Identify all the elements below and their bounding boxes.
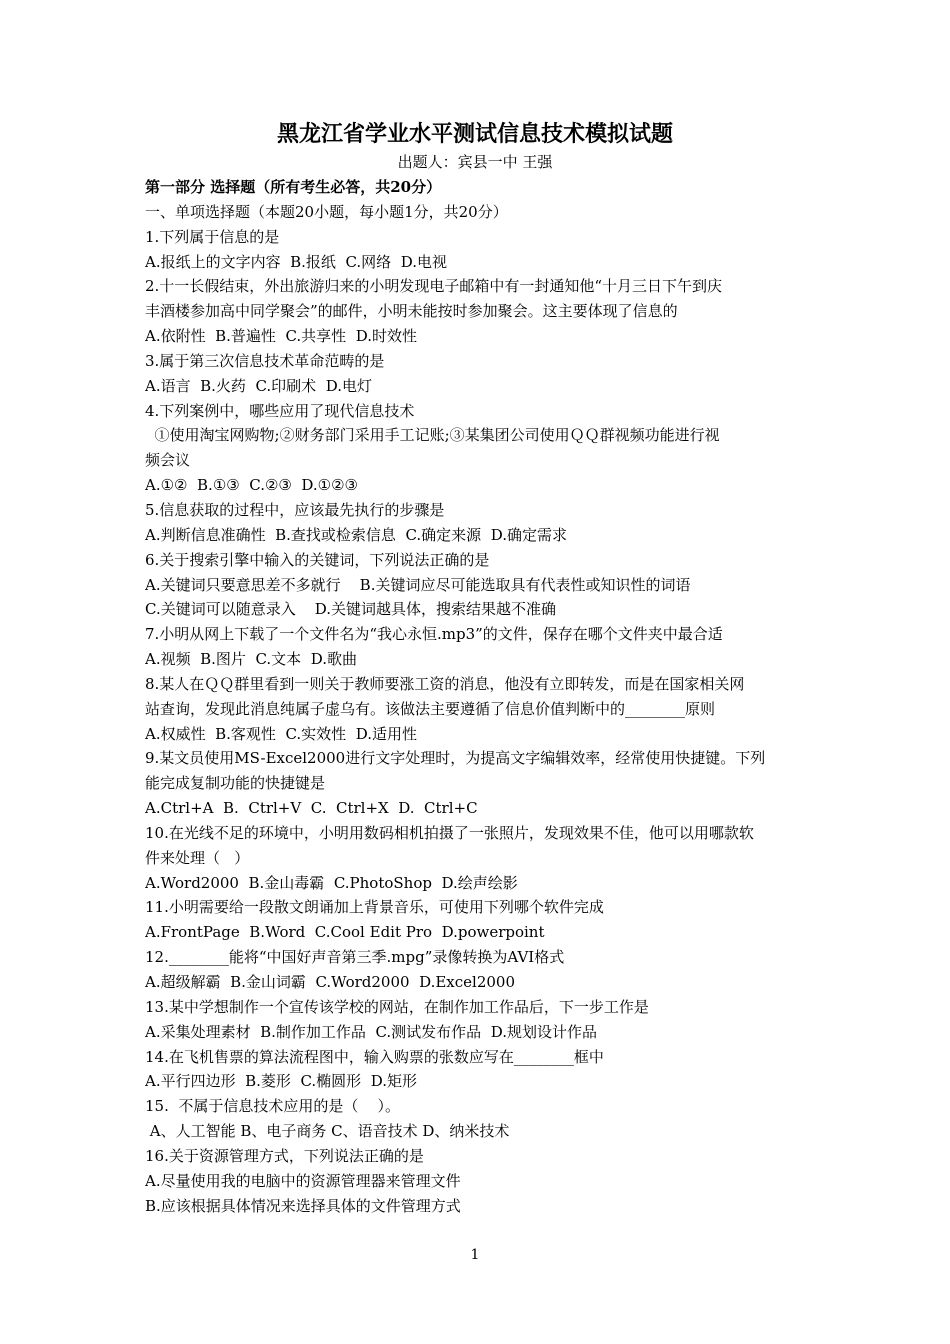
text-line: A、人工智能 B、电子商务 C、语音技术 D、纳米技术 bbox=[145, 1122, 510, 1141]
text-line: A.报纸上的文字内容 B.报纸 C.网络 D.电视 bbox=[145, 252, 447, 271]
text-line: 4.下列案例中，哪些应用了现代信息技术 bbox=[145, 401, 415, 420]
text-line: A.判断信息准确性 B.查找或检索信息 C.确定来源 D.确定需求 bbox=[145, 525, 567, 544]
text-line: A.①② B.①③ C.②③ D.①②③ bbox=[145, 476, 358, 495]
text-line: A.依附性 B.普遍性 C.共享性 D.时效性 bbox=[145, 327, 417, 346]
text-line: A.关键词只要意思差不多就行 B.关键词应尽可能选取具有代表性或知识性的词语 bbox=[145, 575, 691, 594]
text-line: A.语言 B.火药 C.印刷术 D.电灯 bbox=[145, 376, 372, 395]
text-line: 2.十一长假结束，外出旅游归来的小明发现电子邮箱中有一封通知他“十月三日下午到庆 bbox=[145, 277, 722, 296]
text-line: A.尽量使用我的电脑中的资源管理器来管理文件 bbox=[145, 1171, 461, 1190]
page-number: 1 bbox=[470, 1247, 480, 1263]
text-line: A.视频 B.图片 C.文本 D.歌曲 bbox=[145, 650, 357, 669]
text-line: 16.关于资源管理方式，下列说法正确的是 bbox=[145, 1146, 424, 1165]
text-line: A.超级解霸 B.金山词霸 C.Word2000 D.Excel2000 bbox=[145, 973, 516, 991]
text-line: 3.属于第三次信息技术革命范畴的是 bbox=[145, 351, 385, 370]
author-line: 出题人：宾县一中 王强 bbox=[397, 153, 553, 171]
page-title: 黑龙江省学业水平测试信息技术模拟试题 bbox=[276, 122, 673, 147]
text-line: 5.信息获取的过程中，应该最先执行的步骤是 bbox=[145, 500, 445, 519]
question-body bbox=[145, 175, 815, 1218]
text-line: 一、单项选择题（本题20小题，每小题1分，共20分） bbox=[145, 202, 508, 221]
text-line: 10.在光线不足的环境中，小明用数码相机拍摄了一张照片，发现效果不佳，他可以用哪款软 bbox=[145, 823, 754, 842]
text-line: 15. 不属于信息技术应用的是（ ）。 bbox=[145, 1097, 400, 1116]
text-line: 8.某人在ＱＱ群里看到一则关于教师要涨工资的消息，他没有立即转发，而是在国家相关网 bbox=[145, 674, 745, 693]
text-line: 件来处理（ ） bbox=[145, 848, 250, 867]
text-line: 14.在飞机售票的算法流程图中，输入购票的张数应写在________框中 bbox=[145, 1047, 604, 1066]
text-line: 频会议 bbox=[145, 451, 191, 470]
text-line: 11.小明需要给一段散文朗诵加上背景音乐，可使用下列哪个软件完成 bbox=[145, 898, 604, 917]
text-line: 12.________能将“中国好声音第三季.mpg”录像转换为AVI格式 bbox=[145, 948, 565, 967]
text-line: 丰酒楼参加高中同学聚会”的邮件，小明未能按时参加聚会。这主要体现了信息的 bbox=[145, 302, 678, 321]
text-line: A.权威性 B.客观性 C.实效性 D.适用性 bbox=[145, 724, 417, 743]
text-line: A.Ctrl+A B. Ctrl+V C. Ctrl+X D. Ctrl+C bbox=[145, 799, 478, 818]
text-line: C.关键词可以随意录入 D.关键词越具体，搜索结果越不准确 bbox=[145, 600, 557, 619]
text-line: A.采集处理素材 B.制作加工作品 C.测试发布作品 D.规划设计作品 bbox=[145, 1022, 597, 1041]
text-line: 7.小明从网上下载了一个文件名为“我心永恒.mp3”的文件，保存在哪个文件夹中最合适 bbox=[145, 625, 723, 644]
text-line: 13.某中学想制作一个宣传该学校的网站，在制作加工作品后，下一步工作是 bbox=[145, 997, 649, 1016]
text-line: 能完成复制功能的快捷键是 bbox=[145, 774, 326, 793]
text-line: B.应该根据具体情况来选择具体的文件管理方式 bbox=[145, 1196, 461, 1215]
text-line: 1.下列属于信息的是 bbox=[145, 227, 280, 246]
text-line: 6.关于搜索引擎中输入的关键词，下列说法正确的是 bbox=[145, 550, 490, 569]
text-line: ①使用淘宝网购物;②财务部门采用手工记账;③某集团公司使用ＱＱ群视频功能进行视 bbox=[145, 426, 720, 445]
text-line: A.Word2000 B.金山毒霸 C.PhotoShop D.绘声绘影 bbox=[145, 873, 518, 892]
text-line: A.FrontPage B.Word C.Cool Edit Pro D.powerpoint bbox=[145, 923, 545, 942]
text-line: 第一部分 选择题（所有考生必答，共20分） bbox=[145, 178, 442, 196]
text-line: A.平行四边形 B.菱形 C.椭圆形 D.矩形 bbox=[145, 1072, 417, 1091]
text-line: 站查询，发现此消息纯属子虚乌有。该做法主要遵循了信息价值判断中的________原则 bbox=[145, 699, 716, 718]
text-line: 9.某文员使用MS-Excel2000进行文字处理时，为提高文字编辑效率，经常使用快捷键。下列 bbox=[145, 749, 766, 768]
